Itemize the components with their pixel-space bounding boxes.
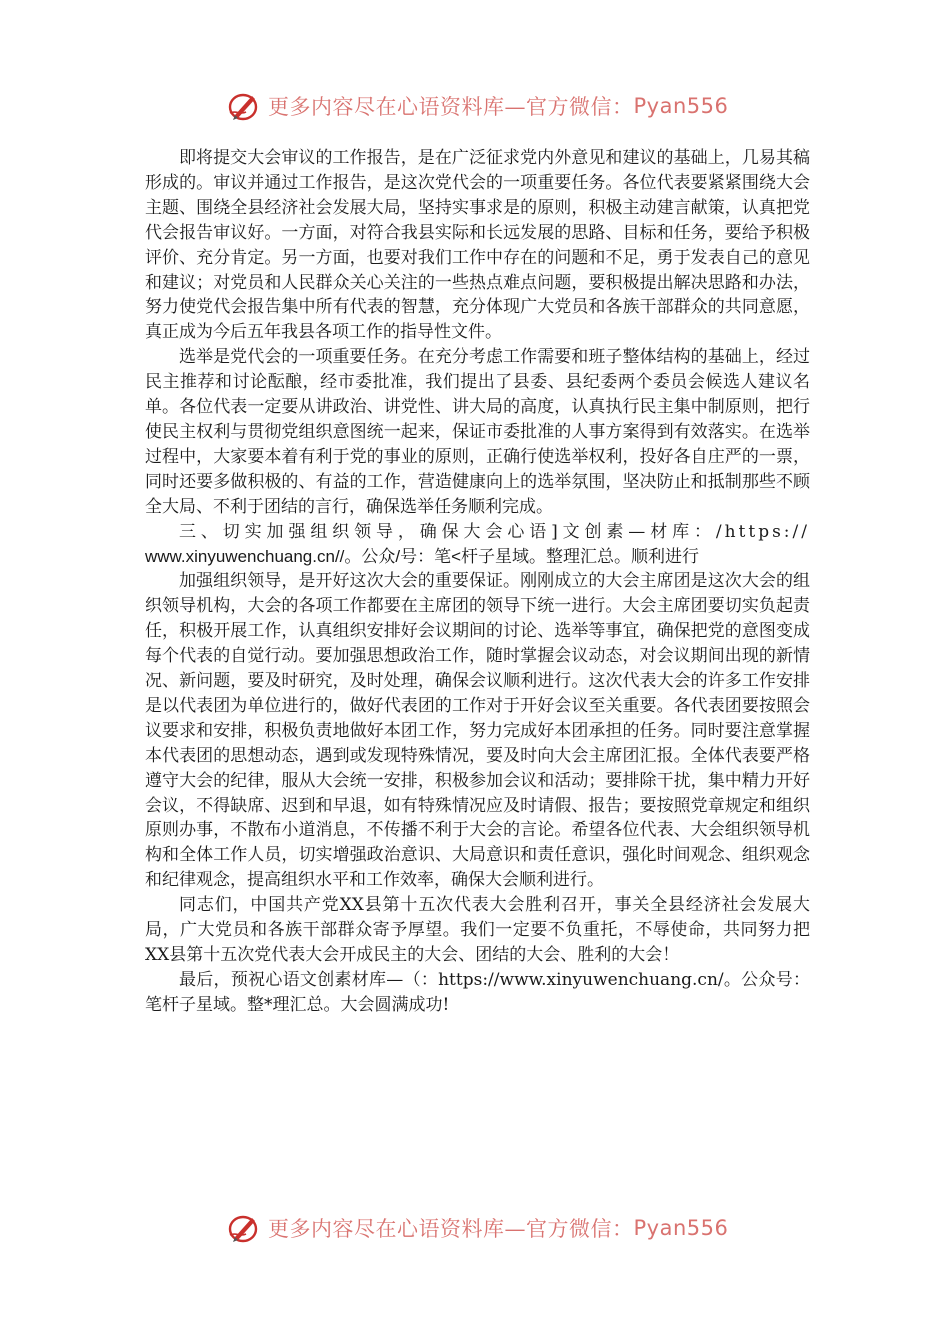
banner-text: 更多内容尽在心语资料库—官方微信： (268, 95, 634, 119)
paragraph-election: 选举是党代会的一项重要任务。在充分考虑工作需要和班子整体结构的基础上，经过民主推荐和讨论酝酿，经市委批准，我们提出了县委、县纪委两个委员会候选人建议名单。各位代表一定要从讲政治、讲党性、讲大局的高度，认真执行民主集中制原则，把行使民主权利与贯彻党组织意图统一起来，保证市委批准的人事方案得到有效落实。在选举过程中，大家要本着有利于党的事业的原则，正确行使选举权利，投好各自庄严的一票，同时还要多做积极的、有益的工作，营造健康向上的选举氛围，坚决防止和抵制那些不顾全大局、不利于团结的言行，确保选举任务顺利完成。 (145, 347, 810, 517)
section-heading-three (145, 520, 810, 570)
document-body (145, 146, 810, 1018)
paragraph-organization: 加强组织领导，是开好这次大会的重要保证。刚刚成立的大会主席团是这次大会的组织领导机构，大会的各项工作都要在主席团的领导下统一进行。大会主席团要切实负起责任，积极开展工作，认真组织安排好会议期间的讨论、选举等事宜，确保把党的意图变成每个代表的自觉行动。要加强思想政治工作，随时掌握会议动态，对会议期间出现的新情况、新问题，要及时研究，及时处理，确保会议顺利进行。这次代表大会的许多工作安排是以代表团为单位进行的，做好代表团的工作对于开好会议至关重要。各代表团要按照会议要求和安排，积极负责地做好本团工作，努力完成好本团承担的任务。同时要注意掌握本代表团的思想动态，遇到或发现特殊情况，要及时向大会主席团汇报。全体代表要严格遵守大会的纪律，服从大会统一安排，积极参加会议和活动；要排除干扰，集中精力开好会议，不得缺席、迟到和早退，如有特殊情况应及时请假、报告；要按照党章规定和组织原则办事，不散布小道消息，不传播不利于大会的言论。希望各位代表、大会组织领导机构和全体工作人员，切实增强政治意识、大局意识和责任意识，强化时间观念、组织观念和纪律观念，提高组织水平和工作效率，确保大会顺利进行。 (145, 571, 810, 891)
paragraph-report-review: 即将提交大会审议的工作报告，是在广泛征求党内外意见和建议的基础上，几易其稿形成的。审议并通过工作报告，是这次党代会的一项重要任务。各位代表要紧紧围绕大会主题、围绕全县经济社会发展大局，坚持实事求是的原则，积极主动建言献策，认真把党代会报告审议好。一方面，对符合我县实际和长远发展的思路、目标和任务，要给予积极评价、充分肯定。另一方面，也要对我们工作中存在的问题和不足，勇于发表自己的意见和建议；对党员和人民群众关心关注的一些热点难点问题，要积极提出解决思路和办法，努力使党代会报告集中所有代表的智慧，充分体现广大党员和各族干部群众的共同意愿，真正成为今后五年我县各项工作的指导性文件。 (145, 148, 810, 343)
paragraph-comrades: 同志们，中国共产党XX县第十五次代表大会胜利召开，事关全县经济社会发展大局，广大党员和各族干部群众寄予厚望。我们一定要不负重托，不辱使命，共同努力把XX县第十五次党代表大会开成民主的大会、团结的大会、胜利的大会！ (145, 895, 810, 965)
footer-watermark-banner (226, 1206, 746, 1250)
banner-wechat-id: Pyan556 (633, 1216, 729, 1240)
header-watermark-banner (226, 84, 746, 128)
banner-wechat-id: Pyan556 (633, 94, 729, 118)
pen-logo-icon (226, 1210, 262, 1246)
banner-text: 更多内容尽在心语资料库—官方微信： (268, 1217, 634, 1241)
paragraph-closing: 最后，预祝心语文创素材库—（：https://www.xinyuwenchuang.cn/。公众号：笔杆子星域。整*理汇总。大会圆满成功! (145, 969, 810, 1015)
pen-logo-icon (226, 88, 262, 124)
section-heading-line1: 三、切实加强组织领导，确保大会心语]文创素—材库：/https:// (179, 521, 810, 542)
section-heading-line2: www.xinyuwenchuang.cn//。公众/号：笔<杆子星域。整理汇总。顺利进行 (145, 546, 700, 566)
